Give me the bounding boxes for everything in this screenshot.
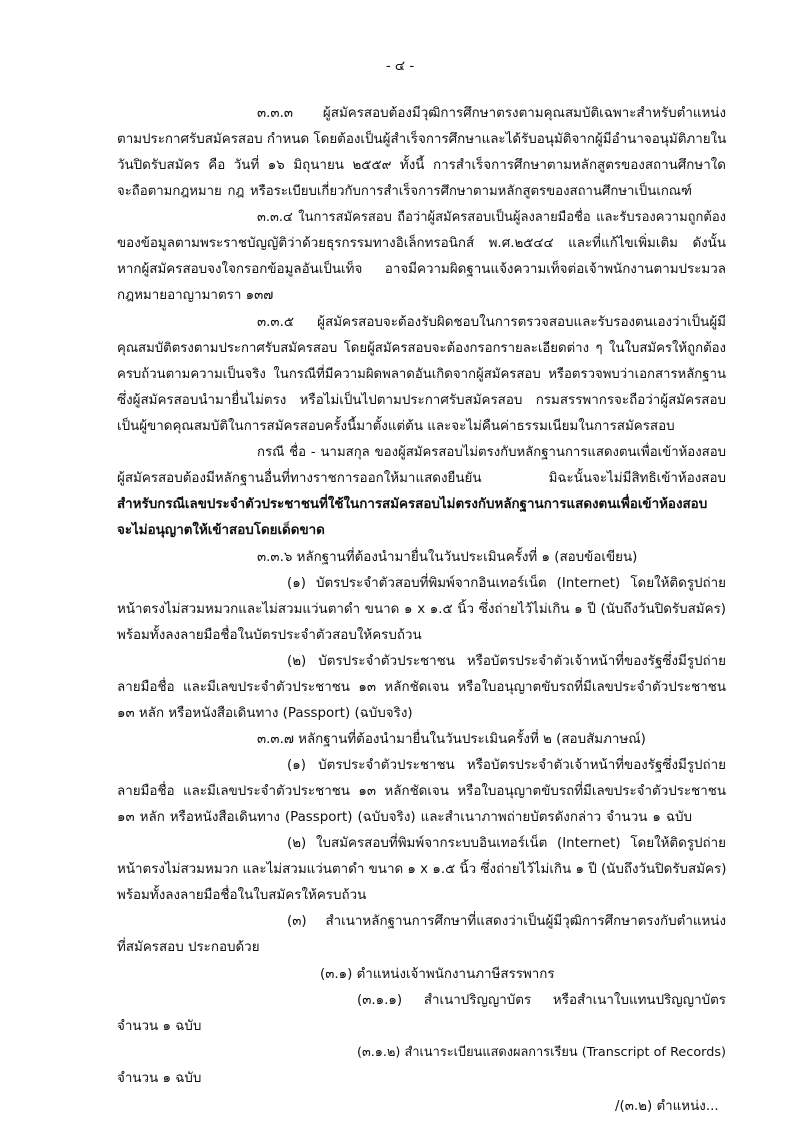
- para-335-line-3: ครบถ้วนตามความเป็นจริง ในกรณีที่มีความผิดพลาดอันเกิดจากผู้สมัครสอบ หรือตรวจพบว่าเอกสารหลักฐาน: [117, 367, 726, 382]
- para-336-2-line-2: ลายมือชื่อ และมีเลขประจำตัวประชาชน ๑๓ หลักชัดเจน หรือใบอนุญาตขับรถที่มีเลขประจำตัวประชาชน: [117, 680, 726, 695]
- para-337-3-line-2: ที่สมัครสอบ ประกอบด้วย: [117, 940, 260, 955]
- para-336-2-line-3: ๑๓ หลัก หรือหนังสือเดินทาง (Passport) (ฉบับจริง): [117, 706, 413, 721]
- para-334-line-2: ของข้อมูลตามพระราชบัญญัติว่าด้วยธุรกรรมทางอิเล็กทรอนิกส์ พ.ศ.๒๕๔๔ และที่แก้ไขเพิ่มเติม ดังนั้น: [117, 236, 726, 251]
- page-number: - ๔ -: [385, 59, 415, 74]
- para-335-line-5: เป็นผู้ขาดคุณสมบัติในการสมัครสอบครั้งนี้มาตั้งแต่ต้น และจะไม่คืนค่าธรรมเนียมในการสมัครสอบ: [117, 419, 675, 434]
- para-336-2-line-1: (๒) บัตรประจำตัวประชาชน หรือบัตรประจำตัวเจ้าหน้าที่ของรัฐซึ่งมีรูปถ่าย: [287, 654, 726, 669]
- para-name-line-1: กรณี ชื่อ - นามสกุล ของผู้สมัครสอบไม่ตรงกับหลักฐานการแสดงตนเพื่อเข้าห้องสอบ: [257, 445, 726, 460]
- bold-warning-line-1: สำหรับกรณีเลขประจำตัวประชาชนที่ใช้ในการสมัครสอบไม่ตรงกับหลักฐานการแสดงตนเพื่อเข้าห้องสอบ: [117, 497, 708, 512]
- para-3-1-1-line-2: จำนวน ๑ ฉบับ: [117, 1019, 202, 1034]
- para-334-line-4: กฎหมายอาญามาตรา ๑๓๗: [117, 288, 274, 303]
- para-337-heading: ๓.๓.๗ หลักฐานที่ต้องนำมายื่นในวันประเมินครั้งที่ ๒ (สอบสัมภาษณ์): [257, 732, 646, 747]
- para-337-1-line-3: ๑๓ หลัก หรือหนังสือเดินทาง (Passport) (ฉบับจริง) และสำเนาภาพถ่ายบัตรดังกล่าว จำนวน ๑ ฉบับ: [117, 810, 692, 825]
- para-335-line-1: ๓.๓.๕ ผู้สมัครสอบจะต้องรับผิดชอบในการตรวจสอบและรับรองตนเองว่าเป็นผู้มี: [257, 315, 726, 330]
- para-336-1-line-2: หน้าตรงไม่สวมหมวกและไม่สวมแว่นตาดำ ขนาด ๑ x ๑.๕ นิ้ว ซึ่งถ่ายไว้ไม่เกิน ๑ ปี (นับถึงวันปิดรับสมัคร): [117, 602, 726, 617]
- para-337-3-line-1: (๓) สำเนาหลักฐานการศึกษาที่แสดงว่าเป็นผู้มีวุฒิการศึกษาตรงกับตำแหน่ง: [287, 914, 726, 929]
- para-336-1-line-1: (๑) บัตรประจำตัวสอบที่พิมพ์จากอินเทอร์เน็ต (Internet) โดยให้ติดรูปถ่าย: [287, 576, 726, 591]
- para-333-line-1: ๓.๓.๓ ผู้สมัครสอบต้องมีวุฒิการศึกษาตรงตามคุณสมบัติเฉพาะสำหรับตำแหน่ง: [257, 106, 726, 121]
- para-337-1-line-2: ลายมือชื่อ และมีเลขประจำตัวประชาชน ๑๓ หลักชัดเจน หรือใบอนุญาตขับรถที่มีเลขประจำตัวประชาชน: [117, 784, 726, 799]
- para-334-line-3: หากผู้สมัครสอบจงใจกรอกข้อมูลอันเป็นเท็จ อาจมีความผิดฐานแจ้งความเท็จต่อเจ้าพนักงานตามประมวล: [117, 262, 726, 277]
- para-333-line-2: ตามประกาศรับสมัครสอบ กำหนด โดยต้องเป็นผู้สำเร็จการศึกษาและได้รับอนุมัติจากผู้มีอำนาจอนุมัติภายใน: [117, 132, 727, 147]
- para-337-2-line-3: พร้อมทั้งลงลายมือชื่อในใบสมัครให้ครบถ้วน: [117, 888, 367, 903]
- para-333-line-4: จะถือตามกฎหมาย กฎ หรือระเบียบเกี่ยวกับการสำเร็จการศึกษาตามหลักสูตรของสถานศึกษาเป็นเกณฑ์: [117, 184, 692, 199]
- para-3-1-2-line-2: จำนวน ๑ ฉบับ: [117, 1071, 202, 1086]
- para-337-2-line-1: (๒) ใบสมัครสอบที่พิมพ์จากระบบอินเทอร์เน็ต (Internet) โดยให้ติดรูปถ่าย: [287, 836, 726, 851]
- para-3-1-1-line-1: (๓.๑.๑) สำเนาปริญญาบัตร หรือสำเนาใบแทนปริญญาบัตร: [357, 993, 726, 1008]
- para-3-1-2-line-1: (๓.๑.๒) สำเนาระเบียนแสดงผลการเรียน (Transcript of Records): [357, 1045, 726, 1060]
- para-336-heading: ๓.๓.๖ หลักฐานที่ต้องนำมายื่นในวันประเมินครั้งที่ ๑ (สอบข้อเขียน): [257, 550, 638, 565]
- page-continuation: /(๓.๒) ตำแหน่ง...: [615, 1099, 719, 1114]
- para-337-1-line-1: (๑) บัตรประจำตัวประชาชน หรือบัตรประจำตัวเจ้าหน้าที่ของรัฐซึ่งมีรูปถ่าย: [287, 758, 726, 773]
- para-335-line-4: ซึ่งผู้สมัครสอบนำมายื่นไม่ตรง หรือไม่เป็นไปตามประกาศรับสมัครสอบ กรมสรรพากรจะถือว่าผู้สมัครสอบ: [117, 393, 726, 408]
- para-336-1-line-3: พร้อมทั้งลงลายมือชื่อในบัตรประจำตัวสอบให้ครบถ้วน: [117, 628, 422, 643]
- para-337-2-line-2: หน้าตรงไม่สวมหมวก และไม่สวมแว่นตาดำ ขนาด ๑ x ๑.๕ นิ้ว ซึ่งถ่ายไว้ไม่เกิน ๑ ปี (นับถึงวันปิดรับสมัคร): [117, 862, 727, 877]
- para-3-1-heading: (๓.๑) ตำแหน่งเจ้าพนักงานภาษีสรรพากร: [320, 967, 555, 982]
- para-name-line-2: ผู้สมัครสอบต้องมีหลักฐานอื่นที่ทางราชการออกให้มาแสดงยืนยัน มิฉะนั้นจะไม่มีสิทธิเข้าห้องสอบ: [117, 471, 726, 486]
- bold-warning-line-2: จะไม่อนุญาตให้เข้าสอบโดยเด็ดขาด: [117, 523, 325, 538]
- para-335-line-2: คุณสมบัติตรงตามประกาศรับสมัครสอบ โดยผู้สมัครสอบจะต้องกรอกรายละเอียดต่าง ๆ ในใบสมัครให้ถูกต้อง: [117, 341, 726, 356]
- para-334-line-1: ๓.๓.๔ ในการสมัครสอบ ถือว่าผู้สมัครสอบเป็นผู้ลงลายมือชื่อ และรับรองความถูกต้อง: [257, 210, 726, 225]
- para-333-line-3: วันปิดรับสมัคร คือ วันที่ ๑๖ มิถุนายน ๒๕๕๙ ทั้งนี้ การสำเร็จการศึกษาตามหลักสูตรของสถานศึกษาใด: [117, 158, 726, 173]
